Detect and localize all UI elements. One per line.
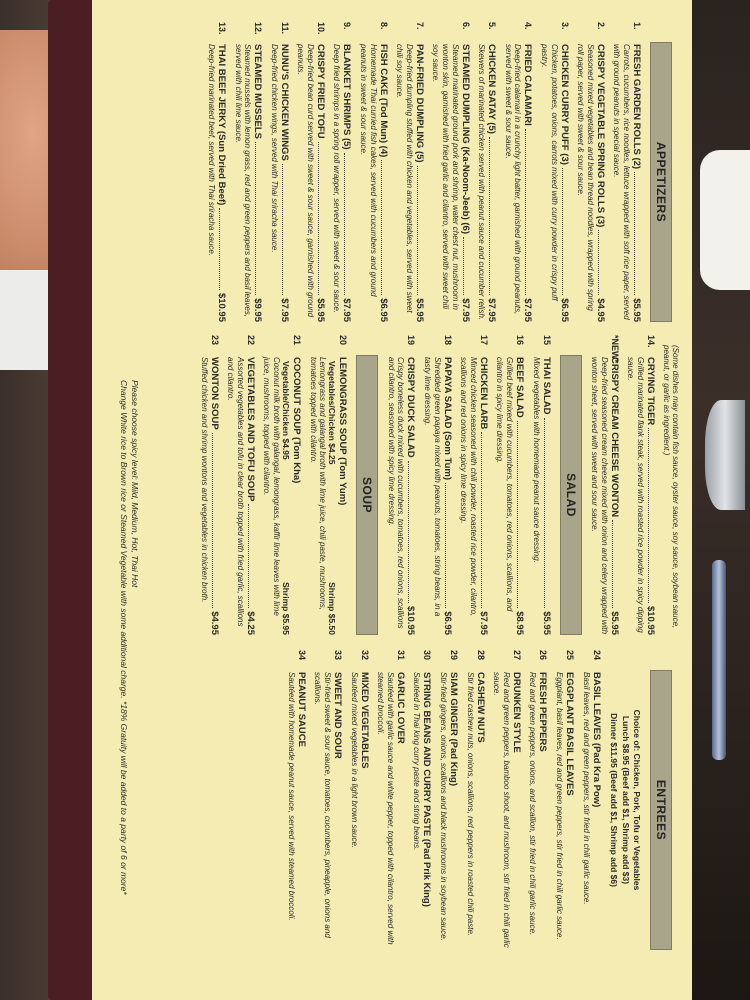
item-description: Coconut milk broth with galangal, lemongrass, kaffir lime leaves with lime juice, mushrooms, topped with cilantro. <box>262 357 282 616</box>
item-number: 11. <box>279 22 290 35</box>
item-description: Deep-fried chicken wings, served with Thai sriracha sauce. <box>269 44 279 253</box>
item-body <box>531 357 552 635</box>
item-price: $7.95 <box>459 298 471 322</box>
item-number: 30 <box>422 650 433 661</box>
item-title-line <box>279 44 290 322</box>
appetizers-heading: APPETIZERS <box>650 42 672 322</box>
item-price: $4.95 <box>594 298 606 322</box>
item-title-line <box>559 44 570 322</box>
plate <box>700 150 750 290</box>
item-name: THAI BEEF JERKY (Sun Dried Beef) <box>215 44 227 206</box>
item-name: VEGETABLES AND TOFU SOUP <box>244 357 256 502</box>
item-description: Sautéed with homemade peanut sauce, served with steamed broccoli. <box>286 672 296 921</box>
menu-item <box>581 650 602 950</box>
item-price: $7.95 <box>522 298 534 322</box>
item-description: Homemade Thai curried fish cakes, served with cucumbers and ground peanuts in sweet & sour sauce. <box>359 44 378 297</box>
item-name: CASHEW NUTS <box>474 672 486 743</box>
item-name: WONTON SOUP <box>208 357 220 430</box>
menu-item <box>528 650 549 950</box>
leader-dots <box>255 142 263 295</box>
item-price: $10.95 <box>405 605 417 635</box>
leader-dots <box>212 433 220 609</box>
menu-item <box>626 335 656 635</box>
item-name: CRISPY FRIED TOFU <box>314 44 326 139</box>
item-body <box>386 357 416 635</box>
menu-item <box>233 22 263 322</box>
leader-dots <box>634 172 642 295</box>
item-price: $5.95 <box>608 611 620 635</box>
item-number: 10. <box>315 22 326 35</box>
item-title-line <box>378 44 389 322</box>
item-price: $6.95 <box>377 298 389 322</box>
item-title-line <box>245 357 256 635</box>
item-price: $6.95 <box>441 611 453 635</box>
item-description: Lemongrass and galangal broth with lime juice, chili paste, mushrooms, tomatoes topped with cilantro. <box>308 357 328 611</box>
item-title-line <box>216 44 227 322</box>
menu-item <box>199 335 220 635</box>
item-description: Deep-fried dumpling stuffed with chicken and vegetables, served with sweet chili soy sauce. <box>395 44 414 313</box>
item-description: Shredded green papaya mixed with peanuts, tomatoes, string beans, in a tasty lime dressing. <box>423 357 442 617</box>
soup-prices <box>281 361 291 635</box>
item-number: 1. <box>632 22 642 30</box>
item-description: Sautéed in Thai king curry paste and string beans. <box>412 672 422 851</box>
item-number: 12. <box>253 22 264 35</box>
leader-dots <box>417 166 425 296</box>
item-body <box>477 44 498 322</box>
menu-item <box>438 650 459 950</box>
item-body <box>576 44 606 322</box>
soup-price-2: Shrimp $5.50 <box>327 582 338 635</box>
leader-dots <box>525 129 533 295</box>
item-price: $5.95 <box>631 298 642 322</box>
menu-item <box>308 335 348 635</box>
item-price: $8.95 <box>514 611 526 635</box>
item-name: BASIL LEAVES (Pad Kra Pow) <box>590 672 602 808</box>
item-description: Basil leaves, red and green peppers, stir fried in chili garlic sauce. <box>581 672 591 905</box>
item-body <box>438 672 459 950</box>
item-title-line <box>514 357 525 635</box>
item-body <box>296 44 326 322</box>
item-body <box>422 357 452 635</box>
item-title-line <box>315 44 326 322</box>
item-name: CHICKEN CURRY PUFF (3) <box>558 44 570 165</box>
middle-column <box>120 335 680 635</box>
rice-note: Change White rice to Brown rice or Steamed Vegetable with some additional charge. *18% Gratuity will be added to a party of 6 or more* <box>118 380 129 895</box>
item-number: 8. <box>378 22 389 30</box>
item-price: $5.95 <box>413 298 425 322</box>
item-number: 14. <box>646 335 656 348</box>
allergen-note: (Some dishes may contain fish sauce, oyster sauce, soy sauce, soybean sauce, peanut, or garlic as ingredient.) <box>662 345 680 629</box>
item-description: Stir-fried gingers, onions, scallions and black mushrooms in soybean sauce. <box>439 672 449 941</box>
item-name: CRISPY VEGETABLE SPRING ROLLS (3) <box>594 44 606 228</box>
item-title-line <box>332 672 343 950</box>
item-number: 23 <box>209 335 220 346</box>
item-title-line <box>631 44 642 322</box>
item-title-line <box>296 672 307 950</box>
item-description: Deep fried shrimps in a spring roll wrapper, served with sweet & sour sauce. <box>332 44 342 314</box>
item-description: Mixed vegetables with homemade peanut sauce dressing. <box>531 357 541 563</box>
item-description: Deep-fried seasoned cream cheese mixed with onion and celery wrapped with wonton sheet, served with sweet and sour sauce. <box>590 357 609 635</box>
item-number: 17 <box>478 335 489 346</box>
item-number: 25 <box>565 650 575 661</box>
item-title-line <box>486 44 497 322</box>
menu-item <box>539 22 569 322</box>
item-name: EGGPLANT BASIL LEAVES <box>564 672 575 796</box>
item-price: $4.25 <box>244 611 256 635</box>
item-name: CRISPY DUCK SALAD <box>405 357 417 458</box>
menu-item <box>492 650 522 950</box>
item-name: PAN-FRIED DUMPLING (5) <box>413 44 425 163</box>
item-name: CHICKEN SATAY (5) <box>486 44 498 134</box>
leader-dots <box>598 230 606 295</box>
item-body <box>269 44 290 322</box>
item-name: NUNU'S CHICKEN WINGS <box>278 44 290 161</box>
item-title-line <box>414 44 425 322</box>
item-body <box>503 44 533 322</box>
item-description: Steamed marinated ground pork and shrimp, water chest nut, mushroom in wonton skin, garnished with fried garlic and cilantro, served with sweet chili soy sauce. <box>431 44 460 310</box>
leader-dots <box>544 418 552 609</box>
item-body <box>492 672 522 950</box>
footer-notes <box>118 380 140 940</box>
item-description: Red and green peppers, onions, and scallion, stir fried in chili garlic sauce. <box>528 672 538 936</box>
item-body <box>332 44 353 322</box>
item-name: STEAMED MUSSELS <box>252 44 264 140</box>
item-number: 5. <box>487 22 498 30</box>
dinner-price: Dinner $11.95 (Beef add $1, Shrimp add $6) <box>609 713 620 887</box>
item-name: BEEF SALAD <box>514 357 526 418</box>
item-number: 33 <box>333 650 344 661</box>
item-title-line <box>448 672 459 950</box>
menu-content <box>100 0 680 960</box>
menu-item <box>206 22 227 322</box>
leader-dots <box>248 504 256 608</box>
item-description: Grilled beef mixed with cucumbers, tomatoes, red onions, scallions, and cilantro in spicy lime dressing. <box>495 357 515 612</box>
item-body <box>539 44 569 322</box>
item-description: Sautéed with garlic sauce and white pepper, topped with cilantro, served with steamed broccoli. <box>376 672 395 945</box>
leader-dots <box>489 137 497 295</box>
item-name: LEMONGRASS SOUP (Tom Yum) <box>337 357 349 506</box>
knife <box>712 560 726 760</box>
item-title-line <box>342 44 353 322</box>
item-number: 28 <box>475 650 486 661</box>
menu-item <box>226 335 256 635</box>
item-description: Stir fried cashew nuts, onions, scallions, red peppers in roasted chili paste. <box>465 672 475 937</box>
item-body <box>528 672 549 950</box>
item-description: Seasoned mixed vegetables and bean thread noodles, wrapped with spring roll paper, served with sweet & sour sauce. <box>576 44 595 311</box>
item-description: Stuffed chicken and shrimp wontons and vegetables in chicken broth. <box>199 357 209 603</box>
leader-dots <box>481 432 489 608</box>
item-price: $10.95 <box>215 292 227 322</box>
item-body <box>349 672 370 950</box>
item-description: Crispy boneless duck mixed with cucumbers, tomatoes, red onions, scallions and cilantro, seasoned with spicy lime dressing. <box>386 357 406 629</box>
item-title-line <box>291 357 302 635</box>
item-body <box>313 672 343 950</box>
item-number: 9. <box>342 22 353 30</box>
item-number: 15 <box>541 335 552 346</box>
menu-item <box>590 335 620 635</box>
item-price: $7.95 <box>278 298 290 322</box>
item-title-line <box>537 672 548 950</box>
spice-note: Please choose spicy level: Mild, Medium, Hot, Thai Hot <box>130 380 140 588</box>
item-body <box>626 357 656 635</box>
item-title-line <box>405 357 416 635</box>
item-number: 7. <box>414 22 425 30</box>
menu-item <box>503 22 533 322</box>
item-body <box>206 44 227 322</box>
menu-item <box>296 22 326 322</box>
item-body <box>395 44 425 322</box>
menu-item <box>612 22 642 322</box>
soup-prices <box>327 361 337 635</box>
item-body <box>612 44 642 322</box>
menu-item <box>269 22 290 322</box>
soup-price-2: Shrimp $5.95 <box>281 582 292 635</box>
item-body <box>233 44 263 322</box>
item-number: 6. <box>460 22 471 30</box>
item-title-line <box>511 672 522 950</box>
menu-item <box>465 650 486 950</box>
item-name: SWEET AND SOUR <box>332 672 344 759</box>
item-description: Assorted vegetables and tofu in clear broth topped with fried garlic, scallions and cilantro. <box>226 357 245 627</box>
menu-item <box>376 650 406 950</box>
menu-item <box>412 650 433 950</box>
item-number: 3. <box>559 22 570 30</box>
item-body <box>459 357 489 635</box>
item-body <box>431 44 471 322</box>
item-price: $6.95 <box>558 298 570 322</box>
item-title-line <box>609 357 620 635</box>
item-name: CRISPY CREAM CHEESE WONTON <box>608 357 620 518</box>
item-number: 29 <box>449 650 460 661</box>
item-description: Deep-fried marinated beef, served with Thai sriracha sauce. <box>206 44 216 257</box>
salad-heading: SALAD <box>560 355 582 635</box>
menu-item <box>477 22 498 322</box>
item-price: $7.95 <box>341 298 353 322</box>
item-name: GARLIC LOVER <box>394 672 406 744</box>
menu-item <box>395 22 425 322</box>
item-name: BLANKET SHRIMPS (5) <box>341 44 353 150</box>
item-number: 19 <box>406 335 417 346</box>
item-description: Red and green peppers, bamboo shoot, and mushroom, stir fried in chili garlic sauce. <box>492 672 511 948</box>
item-name: DRUNKEN STYLE <box>510 672 522 753</box>
item-description: Deep-fried calamari in a crunchy light batter, garnished with ground peanuts, served with sweet & sour sauce. <box>503 44 523 315</box>
leader-dots <box>612 520 620 608</box>
item-number: 21 <box>292 335 303 346</box>
item-title-line <box>522 44 533 322</box>
menu-item <box>554 650 575 950</box>
menu-item <box>495 335 525 635</box>
item-name: STEAMED DUMPLING (Ka-Noom-Jeeb) (6) <box>459 44 471 235</box>
item-number: 13. <box>216 22 227 35</box>
leader-dots <box>219 208 227 290</box>
item-number: 27 <box>511 650 522 661</box>
leader-dots <box>345 153 353 296</box>
item-body <box>465 672 486 950</box>
leader-dots <box>445 483 453 608</box>
item-name: FRESH PEPPERS <box>537 672 549 752</box>
item-number: 26 <box>538 650 549 661</box>
item-name: CRYING TIGER <box>645 357 656 426</box>
item-description: Deep-fried bean curd served with sweet & sour sauce, garnished with ground peanuts. <box>296 44 315 318</box>
leader-dots <box>318 142 326 296</box>
menu-item <box>286 650 307 950</box>
leader-dots <box>282 164 290 295</box>
item-body <box>359 44 389 322</box>
item-description: Stir-fried sweet & sour sauce, tomatoes, cucumbers, pineapple, onions and scallions. <box>313 672 333 938</box>
item-number: 22 <box>245 335 256 346</box>
item-title-line <box>645 357 656 635</box>
item-price: $10.95 <box>645 605 656 635</box>
leader-dots <box>517 421 525 609</box>
item-number: 34 <box>296 650 307 661</box>
item-body <box>590 357 620 635</box>
item-title-line <box>209 357 220 635</box>
item-title-line <box>460 44 471 322</box>
item-body <box>412 672 433 950</box>
item-description: Sautéed mixed vegetables in a light brown sauce. <box>349 672 359 849</box>
item-body <box>376 672 406 950</box>
menu-item <box>459 335 489 635</box>
item-number: 20 <box>338 335 349 346</box>
item-name: SIAM GINGER (Pad King) <box>448 672 460 786</box>
appetizers-column <box>120 22 680 322</box>
item-title-line <box>478 357 489 635</box>
item-price: $9.95 <box>252 298 264 322</box>
leader-dots <box>463 237 471 295</box>
menu-item <box>386 335 416 635</box>
item-name: MIXED VEGETABLES <box>358 672 370 769</box>
item-body <box>226 357 256 635</box>
item-title-line <box>421 672 432 950</box>
leader-dots <box>408 461 416 603</box>
item-description: Carrots, cucumbers, rice noodles, lettuce wrapped with soft rice paper, served with ground peanuts in special sauce. <box>612 44 631 320</box>
item-price: $4.95 <box>208 611 220 635</box>
soup-price-1: Vegetable/Chicken $4.95 <box>281 361 292 460</box>
item-body <box>495 357 525 635</box>
item-body <box>286 672 307 950</box>
item-price: $5.95 <box>314 298 326 322</box>
item-number: 31 <box>395 650 406 661</box>
entrees-heading: ENTREES <box>650 670 672 950</box>
soup-list <box>199 335 348 635</box>
item-number: 4. <box>523 22 534 30</box>
item-title-line <box>541 357 552 635</box>
menu-item <box>313 650 343 950</box>
leader-dots <box>381 160 389 295</box>
item-title-line <box>595 44 606 322</box>
item-title-line <box>442 357 453 635</box>
item-number: 32 <box>359 650 370 661</box>
item-name: STRING BEANS AND CURRY PASTE (Pad Prik King) <box>421 672 433 907</box>
item-price: $7.95 <box>486 298 498 322</box>
entrees-column <box>120 650 680 950</box>
menu-item <box>431 22 471 322</box>
menu-item <box>349 650 370 950</box>
appetizer-list <box>206 22 642 322</box>
item-number: 16 <box>515 335 526 346</box>
item-description: Chicken, potatoes, onions, carrots mixed with curry powder in crispy puff pastry. <box>540 44 559 301</box>
item-name: FRIED CALAMARI <box>522 44 534 126</box>
item-body <box>262 357 302 635</box>
item-name: PAPAYA SALAD (Som Tum) <box>441 357 453 480</box>
item-body <box>199 357 220 635</box>
item-description: Eggplant, basil leaves, red and green peppers, stir fried in chili garlic sauce. <box>555 672 564 940</box>
item-name: THAI SALAD <box>540 357 552 415</box>
item-body <box>581 672 602 950</box>
special-list <box>590 335 656 635</box>
item-title-line <box>337 357 348 635</box>
item-number: 2. <box>595 22 606 30</box>
item-description: Steamed mussels with lemon grass, red and green peppers and basil leaves, served with chili lime sauce. <box>233 44 253 318</box>
item-title-line <box>475 672 486 950</box>
item-title-line <box>252 44 263 322</box>
item-body <box>554 672 575 950</box>
item-description: Grilled marinated flank steak, served with roasted rice powder in spicy dipping sauce. <box>626 357 645 633</box>
entree-choice <box>608 650 642 950</box>
leader-dots <box>562 168 570 295</box>
spoon <box>705 400 745 510</box>
item-name: CHICKEN LARB <box>477 357 489 430</box>
item-title-line <box>395 672 406 950</box>
item-description: Minced chicken seasoned with chili powder, roasted rice powder, cilantro, scallions and red onions in spicy lime dressing. <box>459 357 478 617</box>
item-body <box>308 357 348 635</box>
item-name: PEANUT SAUCE <box>295 672 307 747</box>
salad-list <box>386 335 551 635</box>
soup-heading: SOUP <box>356 355 378 635</box>
item-title-line <box>564 672 575 950</box>
leader-dots <box>648 428 656 603</box>
item-number: 18 <box>442 335 453 346</box>
item-number: *NEW* <box>609 335 620 364</box>
soup-price-1: Vegetables/Chicken $4.25 <box>327 361 338 465</box>
item-number: 24 <box>591 650 602 661</box>
item-name: FISH CAKE (Tod Mun) (4) <box>377 44 389 158</box>
menu-item <box>262 335 302 635</box>
lunch-price: Lunch $8.95 (Beef add $1, Shrimp add $3) <box>620 715 631 885</box>
entree-list <box>286 650 601 950</box>
item-title-line <box>591 672 602 950</box>
item-name: COCONUT SOUP (Tom Kha) <box>291 357 303 484</box>
item-title-line <box>359 672 370 950</box>
menu-item <box>531 335 552 635</box>
menu-item <box>332 22 353 322</box>
item-price: $7.95 <box>477 611 489 635</box>
menu-item <box>422 335 452 635</box>
item-price: $5.95 <box>540 611 552 635</box>
menu-item <box>576 22 606 322</box>
choice-text: Choice of: Chicken, Pork, Tofu or Vegetables <box>632 709 642 891</box>
item-name: FRESH GARDEN ROLLS (2) <box>631 44 642 170</box>
item-description: Skewers of marinated chicken served with peanut sauce and cucumber relish. <box>477 44 487 321</box>
menu-item <box>359 22 389 322</box>
